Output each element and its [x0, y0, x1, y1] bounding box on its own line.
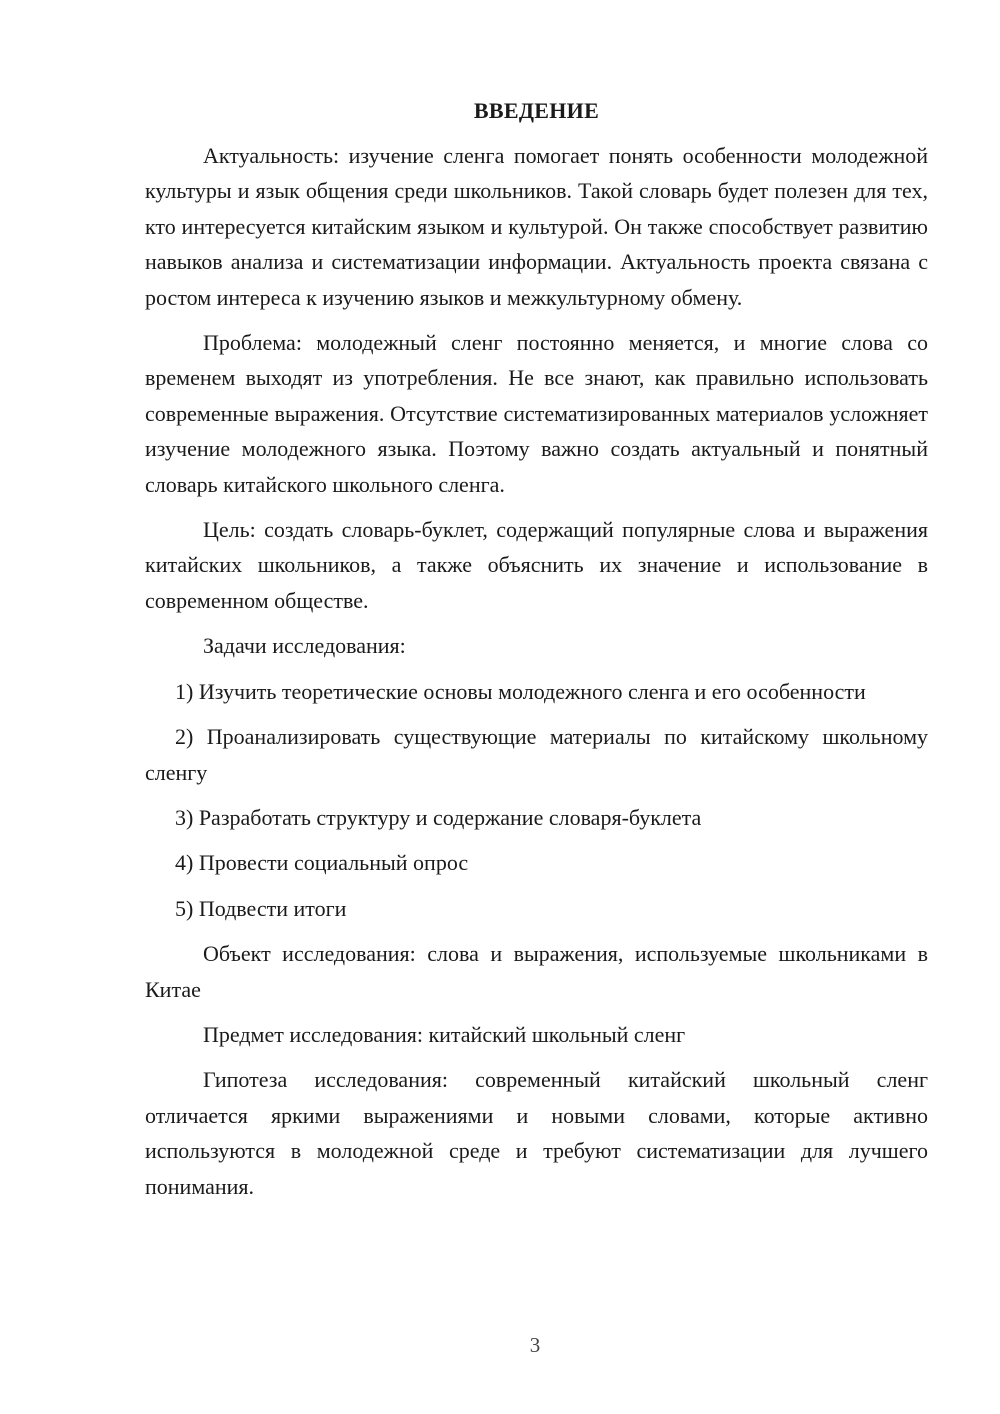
- goal-paragraph: Цель: создать словарь-буклет, содержащий популярные слова и выражения китайских школьников, а также объяснить их значение и использование в современном обществе.: [145, 517, 928, 613]
- page-number: 3: [529, 1333, 541, 1357]
- tasks-title: Задачи исследования:: [203, 633, 406, 659]
- problem-paragraph: Проблема: молодежный сленг постоянно меняется, и многие слова со временем выходят из употребления. Не все знают, как правильно использовать современные выражения. Отсутствие систематизированных материалов усложняет изучение молодежного языка. Поэтому важно создать актуальный и понятный словарь китайского школьного сленга.: [145, 330, 928, 497]
- page-heading: ВВЕДЕНИЕ: [473, 98, 600, 123]
- hypothesis-paragraph: Гипотеза исследования: современный китайский школьный сленг отличается яркими выражениями и новыми словами, которые активно используются в молодежной среде и требуют систематизации для лучшего понимания.: [145, 1067, 928, 1199]
- document-page: [145, 96, 928, 1214]
- object-paragraph: Объект исследования: слова и выражения, используемые школьниками в Китае: [145, 941, 928, 1002]
- task-item-3: 3) Разработать структуру и содержание словаря-буклета: [175, 804, 702, 830]
- relevance-paragraph: Актуальность: изучение сленга помогает понять особенности молодежной культуры и язык общения среди школьников. Такой словарь будет полезен для тех, кто интересуется китайским языком и культурой. Он также способствует развитию навыков анализа и систематизации информации. Актуальность проекта связана с ростом интереса к изучению языков и межкультурному обмену.: [145, 143, 928, 310]
- task-item-5: 5) Подвести итоги: [175, 895, 347, 921]
- task-item-2: 2) Проанализировать существующие материалы по китайскому школьному сленгу: [145, 724, 928, 785]
- subject-paragraph: Предмет исследования: китайский школьный сленг: [203, 1021, 686, 1047]
- task-item-4: 4) Провести социальный опрос: [175, 850, 469, 876]
- task-item-1: 1) Изучить теоретические основы молодежного сленга и его особенности: [175, 678, 866, 704]
